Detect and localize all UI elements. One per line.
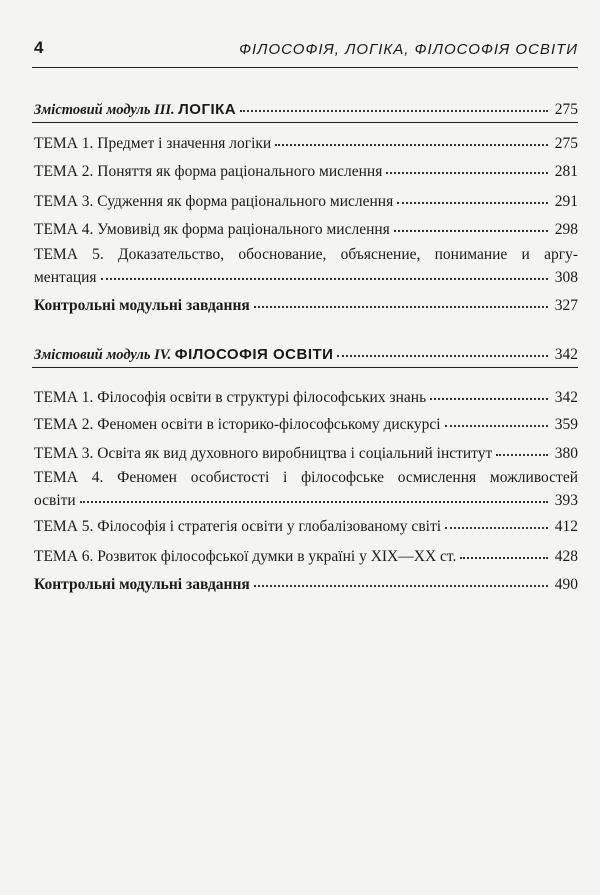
toc-entry[interactable]	[34, 132, 578, 153]
toc-page: 412	[554, 517, 578, 535]
toc-page: 291	[554, 192, 578, 210]
toc-entry[interactable]	[34, 469, 578, 510]
module-3-rule	[32, 122, 578, 123]
leader-dots	[386, 158, 548, 174]
toc-module-3[interactable]	[34, 98, 578, 119]
leader-dots	[460, 543, 548, 559]
leader-dots	[394, 216, 548, 232]
toc-title: ТЕМА 4. Умовивід як форма раціонального мислення	[34, 220, 390, 238]
toc-page: 275	[554, 134, 578, 152]
leader-dots	[430, 384, 548, 400]
leader-dots	[445, 513, 548, 529]
toc-entry[interactable]	[34, 545, 578, 566]
toc-title-line-1: ТЕМА 5. Доказательство, обоснование, объяснение, понимание и аргу-	[34, 246, 578, 263]
toc-entry[interactable]	[34, 160, 578, 181]
toc-title: ТЕМА 2. Поняття як форма раціонального мислення	[34, 162, 383, 180]
toc-control-tasks[interactable]	[34, 573, 578, 594]
leader-dots	[445, 411, 548, 427]
module-3-name: ЛОГІКА	[178, 100, 237, 118]
toc-page: 275	[554, 100, 578, 118]
leader-dots	[101, 264, 548, 280]
toc-page: 393	[554, 491, 578, 509]
toc-page: 428	[554, 547, 578, 565]
module-4-name: ФІЛОСОФІЯ ОСВІТИ	[174, 345, 334, 363]
leader-dots	[397, 188, 548, 204]
toc-title: ТЕМА 3. Освіта як вид духовного виробництва і соціальний інститут	[34, 444, 493, 462]
toc-title: ТЕМА 6. Розвиток філософської думки в україні у XIX—XX ст.	[34, 547, 457, 565]
toc-title-line-1: ТЕМА 4. Феномен особистості і філософське осмислення можливостей	[34, 469, 578, 486]
toc-title: Контрольні модульні завдання	[34, 575, 250, 593]
leader-dots	[254, 571, 548, 587]
header-rule	[32, 67, 578, 68]
leader-dots	[240, 96, 548, 112]
toc-page: 327	[554, 296, 578, 314]
toc-control-tasks[interactable]	[34, 294, 578, 315]
toc-title-line-2: ментация	[34, 268, 97, 286]
toc-page: 281	[554, 162, 578, 180]
toc-title: ТЕМА 2. Феномен освіти в історико-філософському дискурсі	[34, 415, 441, 433]
module-4-rule	[32, 367, 578, 368]
toc-page: 342	[554, 388, 578, 406]
toc-module-4[interactable]	[34, 343, 578, 364]
toc-entry[interactable]	[34, 386, 578, 407]
toc-title: ТЕМА 5. Філософія і стратегія освіти у глобалізованому світі	[34, 517, 442, 535]
toc-entry[interactable]	[34, 515, 578, 536]
toc-page: 298	[554, 220, 578, 238]
toc-page: 308	[554, 268, 578, 286]
module-4-label: Змістовий модуль IV.	[34, 346, 172, 363]
toc-title: Контрольні модульні завдання	[34, 296, 250, 314]
toc-title: ТЕМА 3. Судження як форма раціонального мислення	[34, 192, 394, 210]
page-number: 4	[34, 38, 44, 57]
toc-page: 490	[554, 575, 578, 593]
toc-page: 380	[554, 444, 578, 462]
toc-entry[interactable]	[34, 246, 578, 287]
leader-dots	[254, 292, 548, 308]
toc-entry[interactable]	[34, 190, 578, 211]
toc-title: ТЕМА 1. Предмет і значення логіки	[34, 134, 272, 152]
toc-entry[interactable]	[34, 442, 578, 463]
module-3-label: Змістовий модуль III.	[34, 101, 175, 118]
running-title: ФІЛОСОФІЯ, ЛОГІКА, ФІЛОСОФІЯ ОСВІТИ	[239, 41, 578, 58]
leader-dots	[80, 487, 548, 503]
toc-page: 359	[554, 415, 578, 433]
toc-title: ТЕМА 1. Філософія освіти в структурі філософських знань	[34, 388, 427, 406]
toc-page: 342	[554, 345, 578, 363]
toc-entry[interactable]	[34, 218, 578, 239]
toc-entry[interactable]	[34, 413, 578, 434]
toc-title-line-2: освіти	[34, 491, 76, 509]
leader-dots	[496, 440, 548, 456]
leader-dots	[337, 341, 548, 357]
leader-dots	[275, 130, 548, 146]
